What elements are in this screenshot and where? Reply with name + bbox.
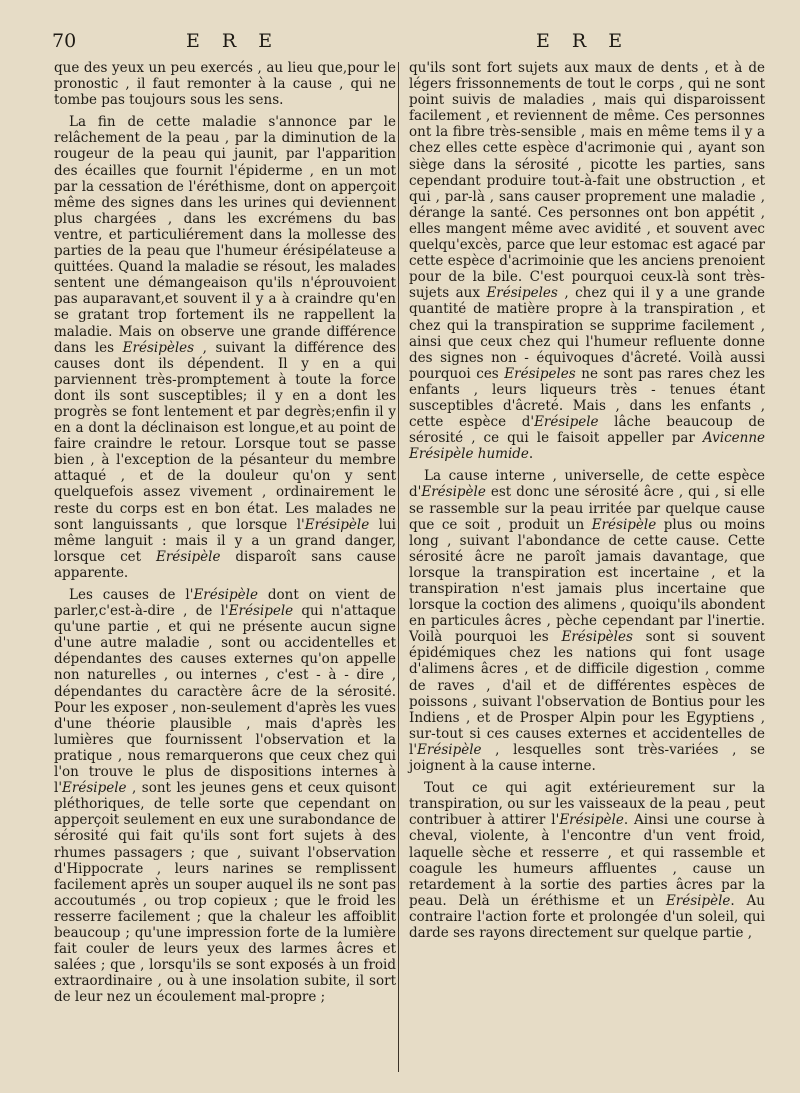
paragraph: La cause interne , universelle, de cette espèce d'Erésipèle est donc une sérosité âcre , qui , si elle se rassemble sur la peau irritée par quelque cause que ce soit , produit un Erésipèle plus ou moins long , suivant l'abondance de cette cause. Cette sérosité âcre ne paroît jamais davantage, que lorsque la transpiration est incertaine , et la transpiration n'est jamais plus incertaine que lorsque la coction des alimens , quoiqu'ils abondent en particules âcres , pèche cependant par l'inertie. Voilà pourquoi les Erésipèles sont si souvent épidémiques chez les nations qui font usage d'alimens âcres , et de difficile digestion , comme de raves , d'ail et de différentes espèces de poissons , suivant l'observation de Bontius pour les Indiens , et de Prosper Alpin pour les Egyptiens , sur-tout si ces causes externes et accidentelles de l'Erésipèle , lesquelles sont très-variées , se joignent à la cause interne. [409,468,766,775]
paragraph: La fin de cette maladie s'annonce par le relâchement de la peau , par la diminution de la rougeur de la peau qui jaunit, par l'apparition des écailles que fournit l'épiderme , en un mot par la cessation de l'éréthisme, dont on apperçoit même des signes dans les urines qui deviennent plus chargées , dans les excrémens du bas ventre, et particuliérement dans la mollesse des parties de la peau que l'humeur érésipélateuse a quittées. Quand la maladie se résout, les malades sentent une démangeaison qu'ils n'éprouvoient pas auparavant,et souvent il y a à craindre qu'en se gratant trop fortement ils ne rappellent la maladie. Mais on observe une grande différence dans les Erésipèles , suivant la différence des causes dont ils dépendent. Il y en a qui parviennent très-promptement à toute la force dont ils sont susceptibles; il y en a dont les progrès se font lentement et par degrès;enfin il y en a dont la déclinaison est longue,et au point de faire craindre le retour. Lorsque tout se passe bien , à l'exception de la pésanteur du membre attaqué , et de la douleur qu'on y sent quelquefois assez vivement , ordinairement le reste du corps est en bon état. Les malades ne sont languissants , que lorsque l'Erésipèle lui même languit : mais il y a un grand danger, lorsque cet Erésipèle disparoît sans cause apparente. [54,114,396,581]
left-column [54,60,396,1011]
page-header [52,30,776,56]
running-head-right: E R E [536,30,631,52]
right-column [409,60,765,947]
paragraph: que des yeux un peu exercés , au lieu que,pour le pronostic , il faut remonter à la cause , qui ne tombe pas toujours sous les sens. [54,60,396,109]
running-head-left: E R E [186,30,281,52]
paragraph: qu'ils sont fort sujets aux maux de dents , et à de légers frissonnements de tout le corps , qui ne sont point suivis de maladies , mais qui disparoissent facilement , et reviennent de même. Ces personnes ont la fibre très-sensible , mais en même tems il y a chez elles cette espèce d'acrimonie qui , ayant son siège dans la sérosité , picotte les parties, sans cependant produire tout-à-fait une obstruction , et qui , par-là , sans causer proprement une maladie , dérange la santé. Ces personnes ont bon appétit , elles mangent même avec avidité , et souvent avec quelqu'excès, parce que leur estomac est agacé par cette espèce d'acrimoinie que les anciens prenoient pour de la bile. C'est pourquoi ceux-là sont très-sujets aux Erésipeles , chez qui il y a une grande quantité de matière propre à la transpiration , et chez qui la transpiration se supprime facilement , ainsi que ceux chez qui l'humeur refluente donne des signes non - équivoques d'âcreté. Voilà aussi pourquoi ces Erésipeles ne sont pas rares chez les enfants , leurs liqueurs très - tenues étant susceptibles d'âcreté. Mais , dans les enfants , cette espèce d'Erésipele lâche beaucoup de sérosité , ce qui le faisoit appeller par Avicenne Erésipèle humide. [409,60,766,463]
paragraph: Les causes de l'Erésipèle dont on vient de parler,c'est-à-dire , de l'Erésipele qui n'attaque qu'une partie , et qui ne présente aucun signe d'une autre maladie , sont ou accidentelles et dépendantes des causes externes qu'on appelle non naturelles , ou internes , c'est - à - dire , dépendantes du caractère âcre de la sérosité. Pour les exposer , non-seulement d'après les vues d'une théorie plausible , mais d'après les lumières que fournissent l'observation et la pratique , nous remarquerons que ceux chez qui l'on trouve le plus de dispositions internes à l'Erésipele , sont les jeunes gens et ceux quisont pléthoriques, de telle sorte que cependant on apperçoit seulement en eux une surabondance de sérosité qui fait qu'ils sont fort sujets à des rhumes passagers ; que , suivant l'observation d'Hippocrate , leurs narines se remplissent facilement après un souper auquel ils ne sont pas accoutumés , ou trop copieux ; que le froid les resserre facilement ; que la chaleur les affoiblit beaucoup ; qu'une impression forte de la lumière fait couler de leurs yeux des larmes âcres et salées ; que , lorsqu'ils se sont exposés à un froid extraordinaire , ou à une insolation subite, il sort de leur nez un écoulement mal-propre ; [54,587,396,1006]
column-divider [398,62,399,1072]
page-number: 70 [52,30,77,52]
paragraph: Tout ce qui agit extérieurement sur la transpiration, ou sur les vaisseaux de la peau , peut contribuer à attirer l'Erésipèle. Ainsi une course à cheval, violente, à l'encontre d'un vent froid, laquelle sèche et resserre , et qui rassemble et coagule les humeurs affluentes , cause un retardement à la sortie des parties âcres par la peau. Delà un éréthisme et un Erésipèle. Au contraire l'action forte et prolongée d'un soleil, qui darde ses rayons directement sur quelque partie , [409,780,766,941]
